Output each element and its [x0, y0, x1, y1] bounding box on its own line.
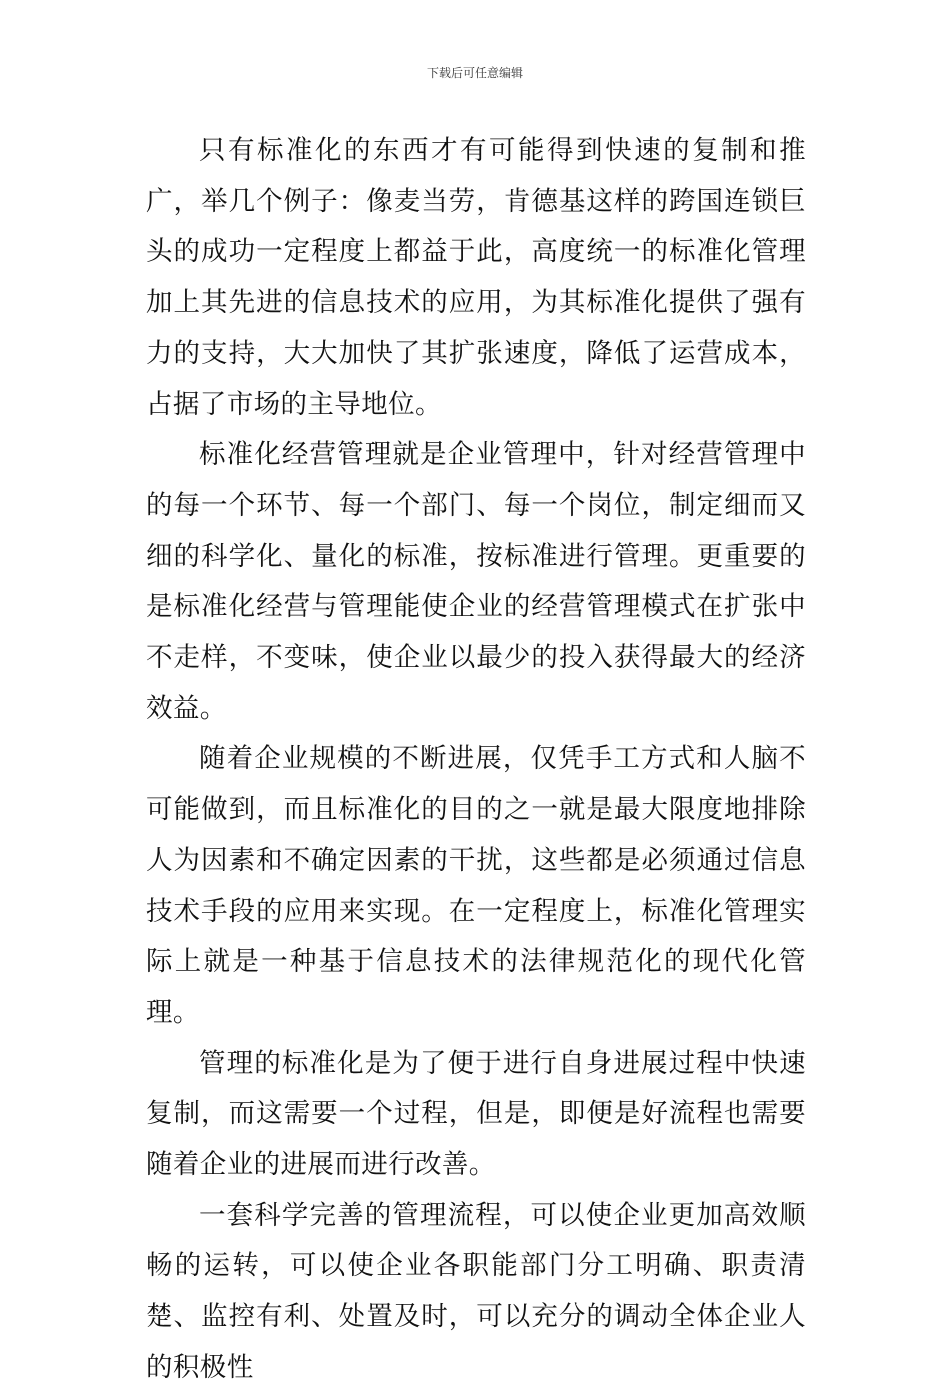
paragraph-3: 随着企业规模的不断进展，仅凭手工方式和人脑不可能做到，而且标准化的目的之一就是最大限度地排除人为因素和不确定因素的干扰，这些都是必须通过信息技术手段的应用来实现。在一定程度上，标准化管理实际上就是一种基于信息技术的法律规范化的现代化管理。: [146, 743, 806, 1028]
page-header: 下载后可任意编辑: [426, 66, 523, 80]
paragraph-5: 一套科学完善的管理流程，可以使企业更加高效顺畅的运转，可以使企业各职能部门分工明确、职责清楚、监控有利、处置及时，可以充分的调动全体企业人的积极性: [146, 1199, 806, 1383]
paragraph-1: 只有标准化的东西才有可能得到快速的复制和推广，举几个例子：像麦当劳，肯德基这样的跨国连锁巨头的成功一定程度上都益于此，高度统一的标准化管理加上其先进的信息技术的应用，为其标准化提供了强有力的支持，大大加快了其扩张速度，降低了运营成本，占据了市场的主导地位。: [146, 135, 806, 420]
paragraph-2: 标准化经营管理就是企业管理中，针对经营管理中的每一个环节、每一个部门、每一个岗位，制定细而又细的科学化、量化的标准，按标准进行管理。更重要的是标准化经营与管理能使企业的经营管理模式在扩张中不走样，不变味，使企业以最少的投入获得最大的经济效益。: [146, 439, 806, 724]
paragraph-4: 管理的标准化是为了便于进行自身进展过程中快速复制，而这需要一个过程，但是，即便是好流程也需要随着企业的进展而进行改善。: [146, 1047, 806, 1181]
document-body: [146, 126, 806, 1394]
